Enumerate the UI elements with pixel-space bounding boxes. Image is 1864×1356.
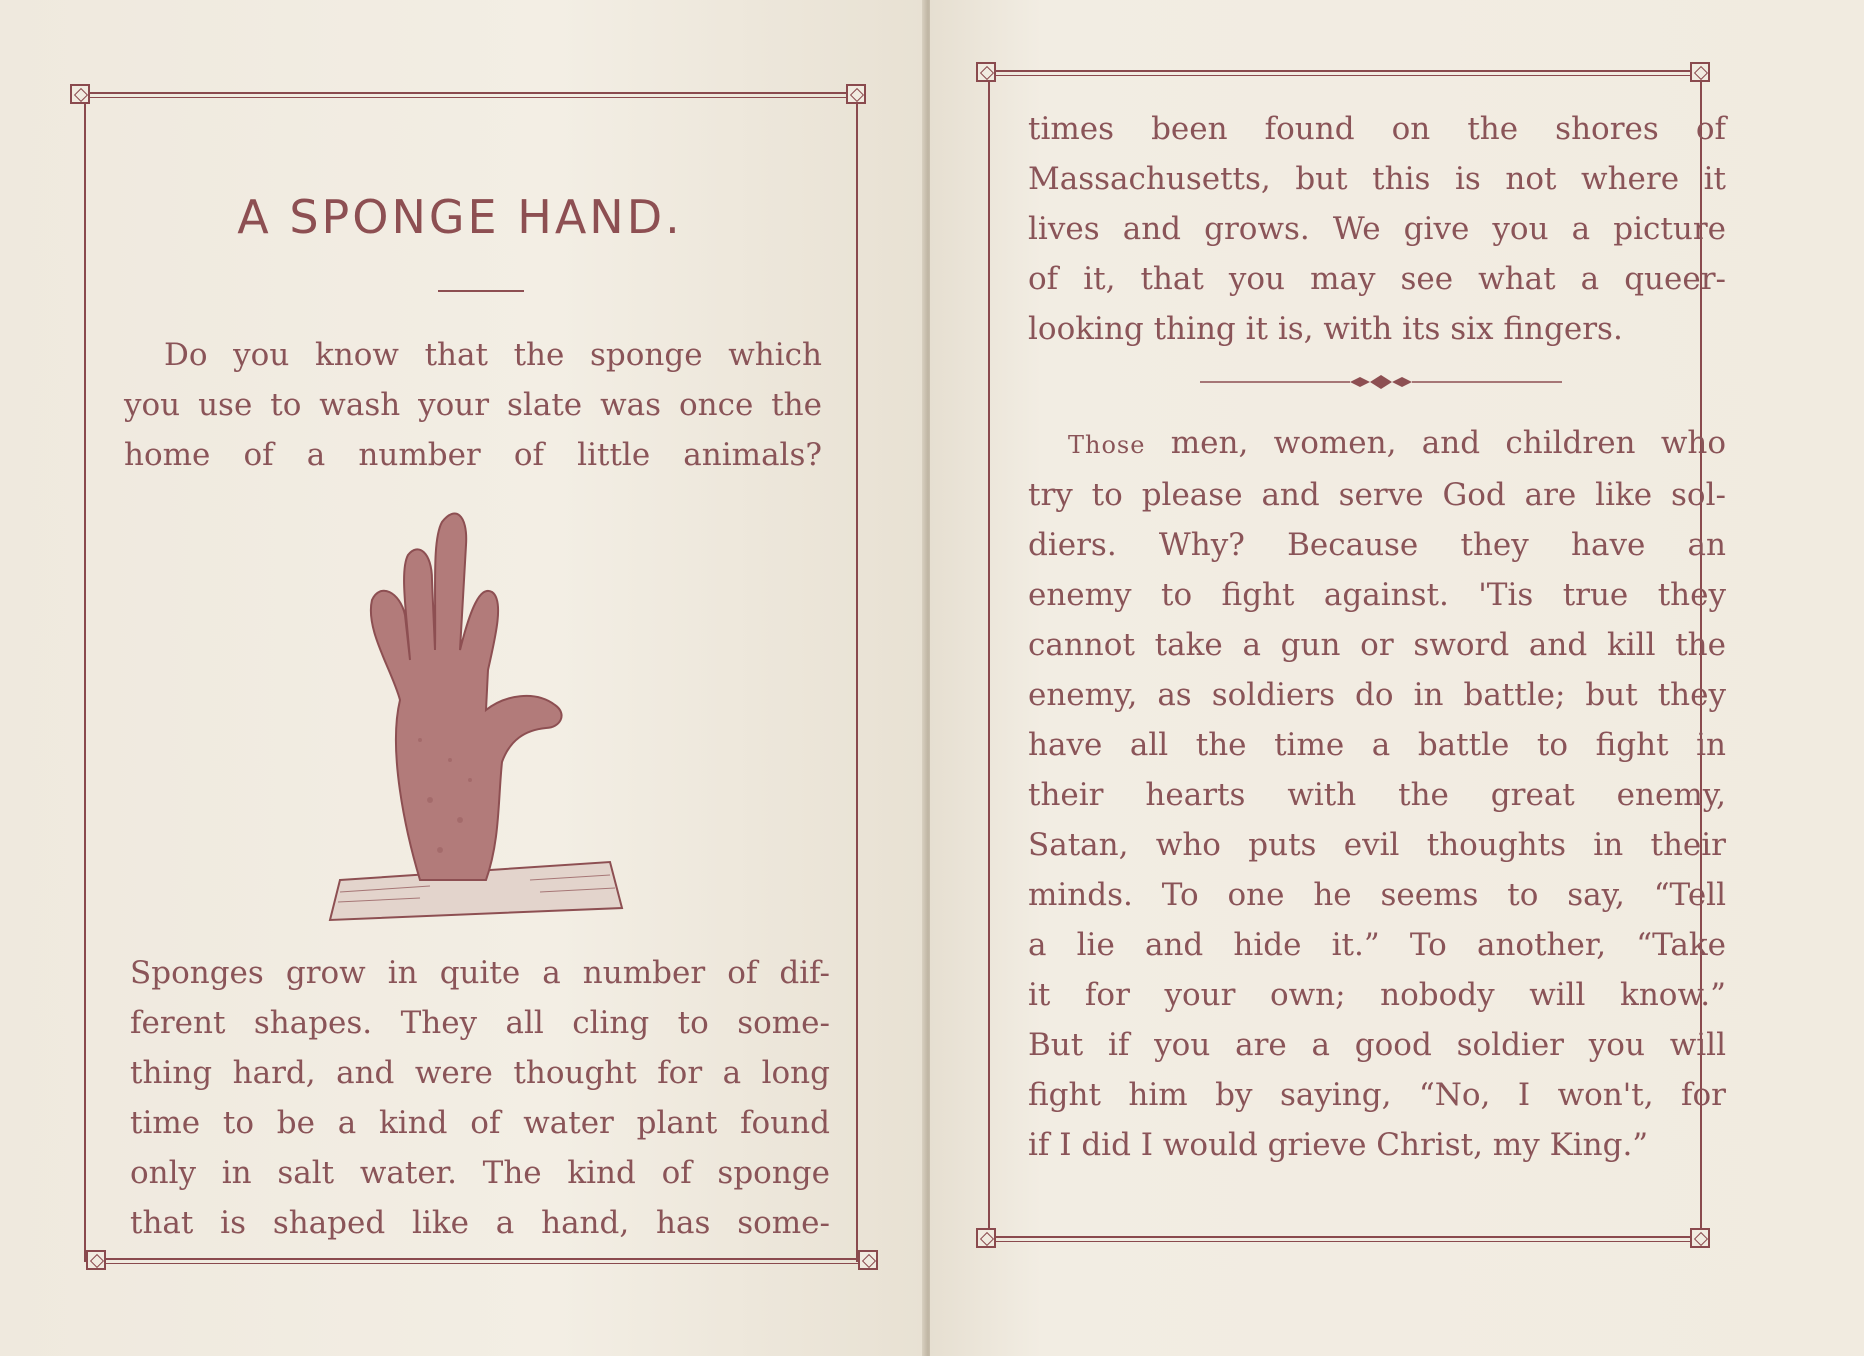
text-line: a lie and hide it.” To another, “Take — [1028, 927, 1726, 963]
text-line: only in salt water. The kind of sponge — [130, 1155, 830, 1191]
right-bottom-rule — [988, 1236, 1700, 1242]
text-line: Sponges grow in quite a number of dif- — [130, 955, 830, 991]
text-line: But if you are a good soldier you will — [1028, 1027, 1726, 1063]
left-page — [0, 0, 926, 1356]
text-line-rest: men, women, and children who — [1170, 425, 1727, 461]
corner-ornament-icon — [976, 1228, 996, 1248]
text-line: fight him by saying, “No, I won't, for — [1028, 1077, 1726, 1113]
corner-ornament-icon — [976, 62, 996, 82]
lead-word: Those — [1068, 431, 1146, 459]
left-left-rule — [84, 100, 86, 1262]
text-line: enemy, as soldiers do in battle; but they — [1028, 677, 1726, 713]
left-bottom-rule — [96, 1258, 868, 1264]
text-line: home of a number of little animals? — [124, 437, 822, 473]
text-line: enemy to fight against. 'Tis true they — [1028, 577, 1726, 613]
title-rule — [438, 290, 524, 292]
text-line: you use to wash your slate was once the — [124, 387, 822, 423]
continued-paragraph — [1028, 104, 1726, 354]
text-line: if I did I would grieve Christ, my King.” — [1028, 1127, 1649, 1163]
corner-ornament-icon — [70, 84, 90, 104]
text-line: times been found on the shores of — [1028, 111, 1726, 147]
left-right-rule — [856, 100, 858, 1262]
text-line: it for your own; nobody will know.” — [1028, 977, 1726, 1013]
text-line: looking thing it is, with its six fingers. — [1028, 311, 1623, 347]
corner-ornament-icon — [858, 1250, 878, 1270]
right-left-rule — [988, 78, 990, 1240]
text-line: cannot take a gun or sword and kill the — [1028, 627, 1726, 663]
text-line: lives and grows. We give you a picture — [1028, 211, 1726, 247]
text-line: that is shaped like a hand, has some- — [130, 1205, 830, 1241]
sponge-hand-illustration — [310, 500, 630, 930]
article-title: A SPONGE HAND. — [237, 190, 683, 244]
text-line: minds. To one he seems to say, “Tell — [1028, 877, 1726, 913]
text-line: Do you know that the sponge which — [164, 337, 822, 373]
text-line: thing hard, and were thought for a long — [130, 1055, 830, 1091]
text-line: Satan, who puts evil thoughts in their — [1028, 827, 1726, 863]
text-line: ferent shapes. They all cling to some- — [130, 1005, 830, 1041]
text-line: diers. Why? Because they have an — [1028, 527, 1726, 563]
text-line: try to please and serve God are like sol- — [1028, 477, 1726, 513]
body-paragraph — [130, 948, 830, 1248]
text-line: have all the time a battle to fight in — [1028, 727, 1726, 763]
text-line — [1028, 418, 1726, 470]
section-divider-ornament — [1200, 372, 1562, 392]
text-line: their hearts with the great enemy, — [1028, 777, 1726, 813]
second-article-paragraph — [1028, 418, 1726, 1170]
corner-ornament-icon — [86, 1250, 106, 1270]
corner-ornament-icon — [1690, 1228, 1710, 1248]
corner-ornament-icon — [1690, 62, 1710, 82]
text-line: of it, that you may see what a queer- — [1028, 261, 1726, 297]
left-top-rule — [84, 92, 856, 98]
text-line: time to be a kind of water plant found — [130, 1105, 830, 1141]
right-top-rule — [988, 70, 1700, 76]
text-line: Massachusetts, but this is not where it — [1028, 161, 1726, 197]
corner-ornament-icon — [846, 84, 866, 104]
intro-paragraph — [124, 330, 822, 480]
